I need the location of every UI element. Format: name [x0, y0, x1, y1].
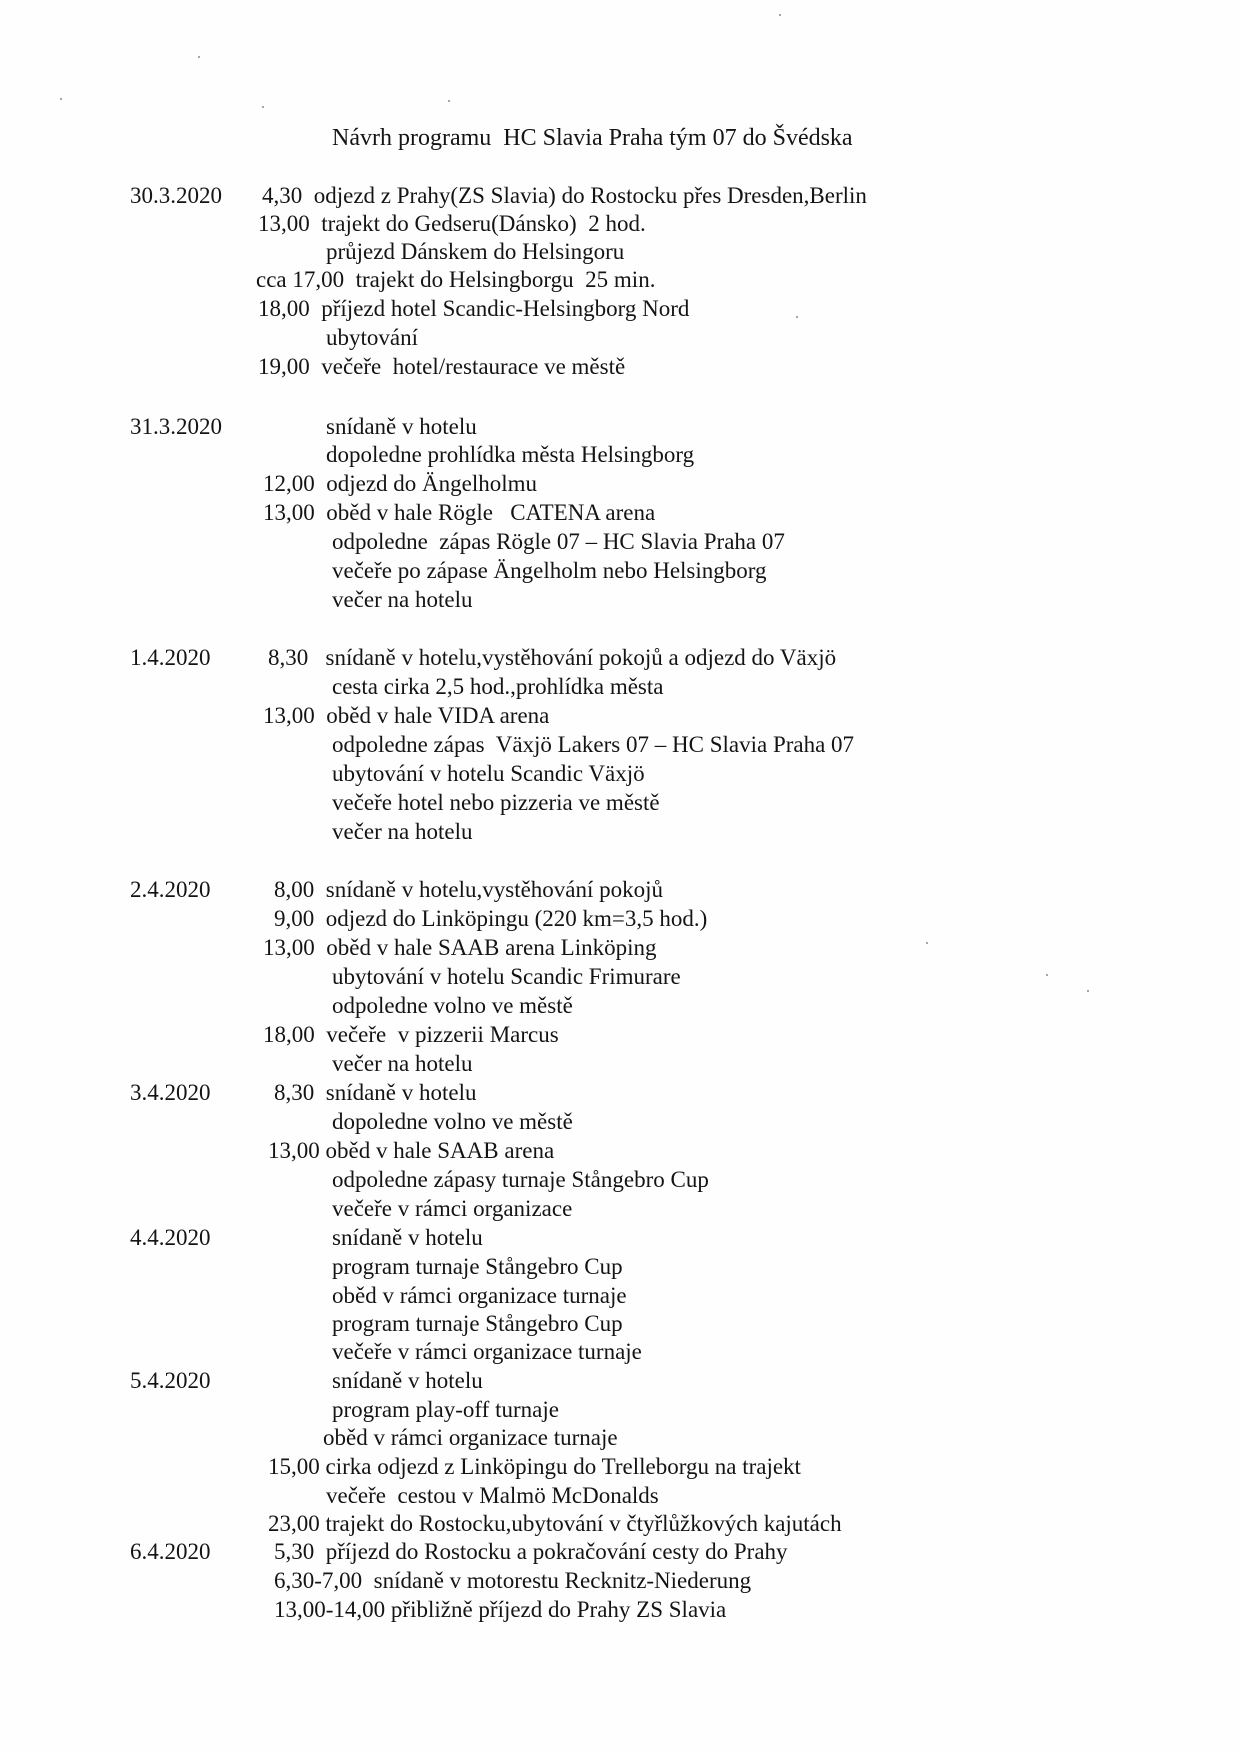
schedule-line: 13,00-14,00 přibližně příjezd do Prahy ZS Slavia — [274, 1597, 727, 1622]
schedule-line: 15,00 cirka odjezd z Linköpingu do Trelleborgu na trajekt — [268, 1454, 801, 1479]
schedule-line: večer na hotelu — [332, 1051, 473, 1076]
schedule-line: 12,00 odjezd do Ängelholmu — [263, 471, 538, 496]
schedule-line: večer na hotelu — [332, 819, 473, 844]
schedule-line: snídaně v hotelu — [326, 414, 477, 439]
schedule-line: 18,00 večeře v pizzerii Marcus — [263, 1022, 559, 1047]
schedule-line: 13,00 oběd v hale VIDA arena — [263, 703, 550, 728]
schedule-line: večer na hotelu — [332, 587, 473, 612]
scan-speck — [448, 100, 450, 102]
day-date: 5.4.2020 — [130, 1368, 211, 1393]
schedule-line: 4,30 odjezd z Prahy(ZS Slavia) do Rostocku přes Dresden,Berlin — [262, 183, 867, 208]
schedule-line: odpoledne volno ve městě — [332, 993, 573, 1018]
schedule-line: 18,00 příjezd hotel Scandic-Helsingborg Nord — [258, 296, 690, 321]
schedule-line: snídaně v hotelu — [332, 1225, 483, 1250]
scan-speck — [779, 14, 781, 16]
schedule-line: 6,30-7,00 snídaně v motorestu Recknitz-Niederung — [274, 1568, 752, 1593]
schedule-line: 13,00 oběd v hale SAAB arena Linköping — [263, 935, 657, 960]
scan-speck — [262, 106, 264, 108]
schedule-line: 8,00 snídaně v hotelu,vystěhování pokojů — [274, 877, 664, 902]
schedule-line: program turnaje Stångebro Cup — [332, 1254, 623, 1279]
schedule-line: večeře cestou v Malmö McDonalds — [326, 1483, 659, 1508]
schedule-line: 13,00 oběd v hale Rögle CATENA arena — [263, 500, 656, 525]
scan-speck — [1046, 974, 1048, 976]
schedule-line: ubytování v hotelu Scandic Frimurare — [332, 964, 681, 989]
schedule-line: večeře v rámci organizace — [332, 1196, 573, 1221]
schedule-line: 13,00 oběd v hale SAAB arena — [268, 1138, 555, 1163]
day-date: 6.4.2020 — [130, 1539, 211, 1564]
schedule-line: cca 17,00 trajekt do Helsingborgu 25 min. — [256, 267, 656, 292]
scan-speck — [926, 942, 928, 944]
schedule-line: ubytování v hotelu Scandic Växjö — [332, 761, 645, 786]
schedule-line: snídaně v hotelu — [332, 1368, 483, 1393]
day-date: 30.3.2020 — [130, 183, 222, 208]
schedule-line: odpoledne zápasy turnaje Stångebro Cup — [332, 1167, 709, 1192]
schedule-line: program turnaje Stångebro Cup — [332, 1311, 623, 1336]
day-date: 4.4.2020 — [130, 1225, 211, 1250]
day-date: 31.3.2020 — [130, 414, 222, 439]
schedule-line: 5,30 příjezd do Rostocku a pokračování cesty do Prahy — [274, 1539, 788, 1564]
schedule-line: 13,00 trajekt do Gedseru(Dánsko) 2 hod. — [258, 211, 646, 236]
schedule-line: večeře hotel nebo pizzeria ve městě — [332, 790, 660, 815]
schedule-line: 19,00 večeře hotel/restaurace ve městě — [258, 354, 626, 379]
schedule-line: večeře po zápase Ängelholm nebo Helsingborg — [332, 558, 767, 583]
document-title: Návrh programu HC Slavia Praha tým 07 do Švédska — [332, 125, 853, 151]
schedule-line: průjezd Dánskem do Helsingoru — [326, 239, 625, 264]
schedule-line: oběd v rámci organizace turnaje — [323, 1425, 618, 1450]
schedule-line: program play-off turnaje — [332, 1397, 559, 1422]
schedule-line: odpoledne zápas Växjö Lakers 07 – HC Slavia Praha 07 — [332, 732, 855, 757]
schedule-line: odpoledne zápas Rögle 07 – HC Slavia Praha 07 — [332, 529, 785, 554]
schedule-line: dopoledne prohlídka města Helsingborg — [326, 442, 695, 467]
schedule-line: ubytování — [326, 325, 418, 350]
schedule-line: cesta cirka 2,5 hod.,prohlídka města — [332, 674, 664, 699]
schedule-line: dopoledne volno ve městě — [332, 1109, 573, 1134]
schedule-line: večeře v rámci organizace turnaje — [332, 1339, 642, 1364]
scan-speck — [198, 56, 200, 58]
schedule-line: 9,00 odjezd do Linköpingu (220 km=3,5 hod.) — [274, 906, 708, 931]
scan-speck — [60, 98, 62, 100]
schedule-line: 8,30 snídaně v hotelu,vystěhování pokojů a odjezd do Växjö — [268, 645, 837, 670]
schedule-line: oběd v rámci organizace turnaje — [332, 1283, 627, 1308]
schedule-line: 23,00 trajekt do Rostocku,ubytování v čtyřlůžkových kajutách — [268, 1511, 842, 1536]
scan-speck — [1087, 990, 1089, 992]
scan-speck — [796, 316, 798, 318]
day-date: 3.4.2020 — [130, 1080, 211, 1105]
day-date: 1.4.2020 — [130, 645, 211, 670]
schedule-line: 8,30 snídaně v hotelu — [274, 1080, 477, 1105]
day-date: 2.4.2020 — [130, 877, 211, 902]
